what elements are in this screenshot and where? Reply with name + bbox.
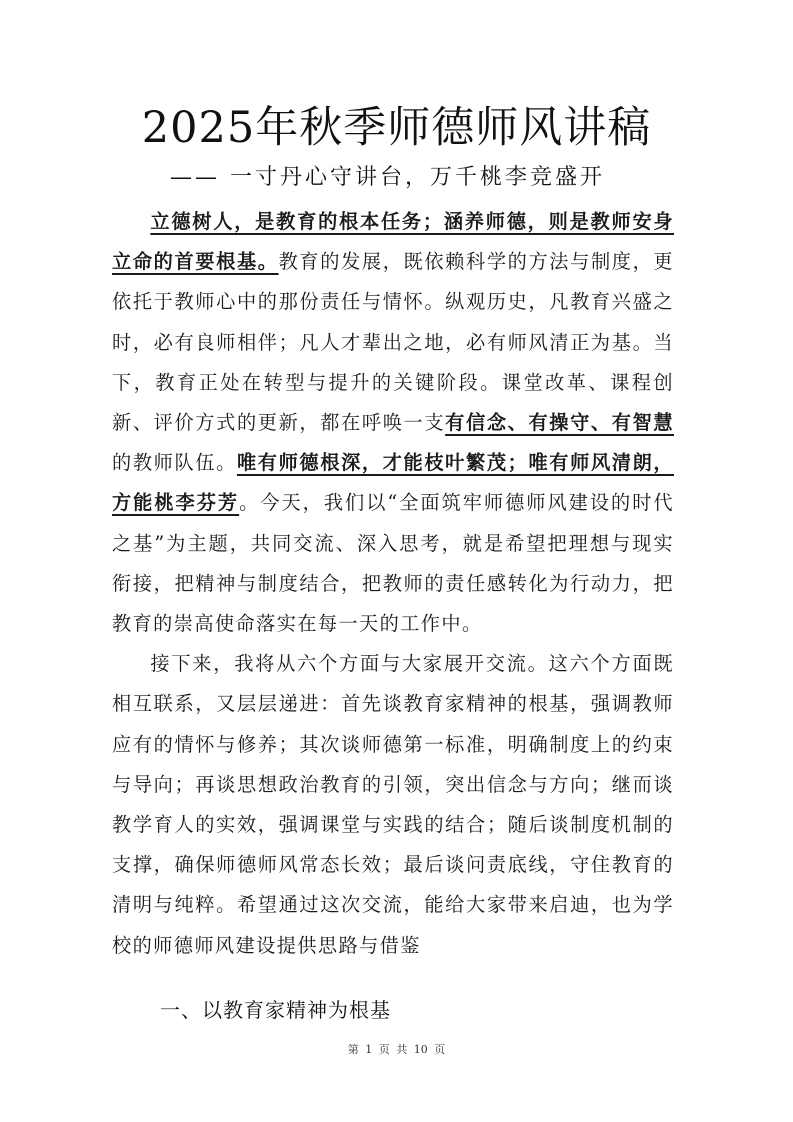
emphasis-text: 立德树人，是教育的根本任务；涵养师德，则是教师安身立命的首要根基。 xyxy=(112,210,674,274)
body-text: 。今天，我们以“全面筑牢师德师风建设的时代之基”为主题，共同交流、深入思考，就是希望把理想与现实衔接，把精神与制度结合，把教师的责任感转化为行动力，把教育的崇高使命落实在每一天的工作中。 xyxy=(112,491,674,636)
body-text: 教育的发展，既依赖科学的方法与制度，更依托于教师心中的那份责任与情怀。纵观历史，凡教育兴盛之时，必有良师相伴；凡人才辈出之地，必有师风清正为基。当下，教育正处在转型与提升的关键阶段。课堂改革、课程创新、评价方式的更新，都在呼唤一支 xyxy=(112,250,674,435)
paragraph-intro xyxy=(112,202,674,644)
body-text: 的教师队伍。 xyxy=(112,451,237,475)
body-text: 接下来，我将从六个方面与大家展开交流。这六个方面既相互联系，又层层递进：首先谈教育家精神的根基，强调教师应有的情怀与修养；其次谈师德第一标准，明确制度上的约束与导向；再谈思想政治教育的引领，突出信念与方向；继而谈教学育人的实效，强调课堂与实践的结合；随后谈制度机制的支撑，确保师德师风常态长效；最后谈问责底线，守住教育的清明与纯粹。希望通过这次交流，能给大家带来启迪，也为学校的师德师风建设提供思路与借鉴 xyxy=(112,652,674,957)
document-subtitle: —— 一寸丹心守讲台，万千桃李竞盛开 xyxy=(170,165,605,190)
section-heading: 一、以教育家精神为根基 xyxy=(160,998,391,1022)
paragraph-outline xyxy=(112,644,674,966)
document-title: 2025年秋季师德师风讲稿 xyxy=(141,103,652,153)
emphasis-text: 有信念、有操守、有智慧 xyxy=(445,411,674,435)
emphasis-text: 唯有师德根深，才能枝叶繁茂；唯有师风清朗，方能桃李芬芳 xyxy=(112,451,675,515)
document-body xyxy=(112,202,674,966)
page-footer: 第 1 页 共 10 页 xyxy=(347,1043,446,1056)
